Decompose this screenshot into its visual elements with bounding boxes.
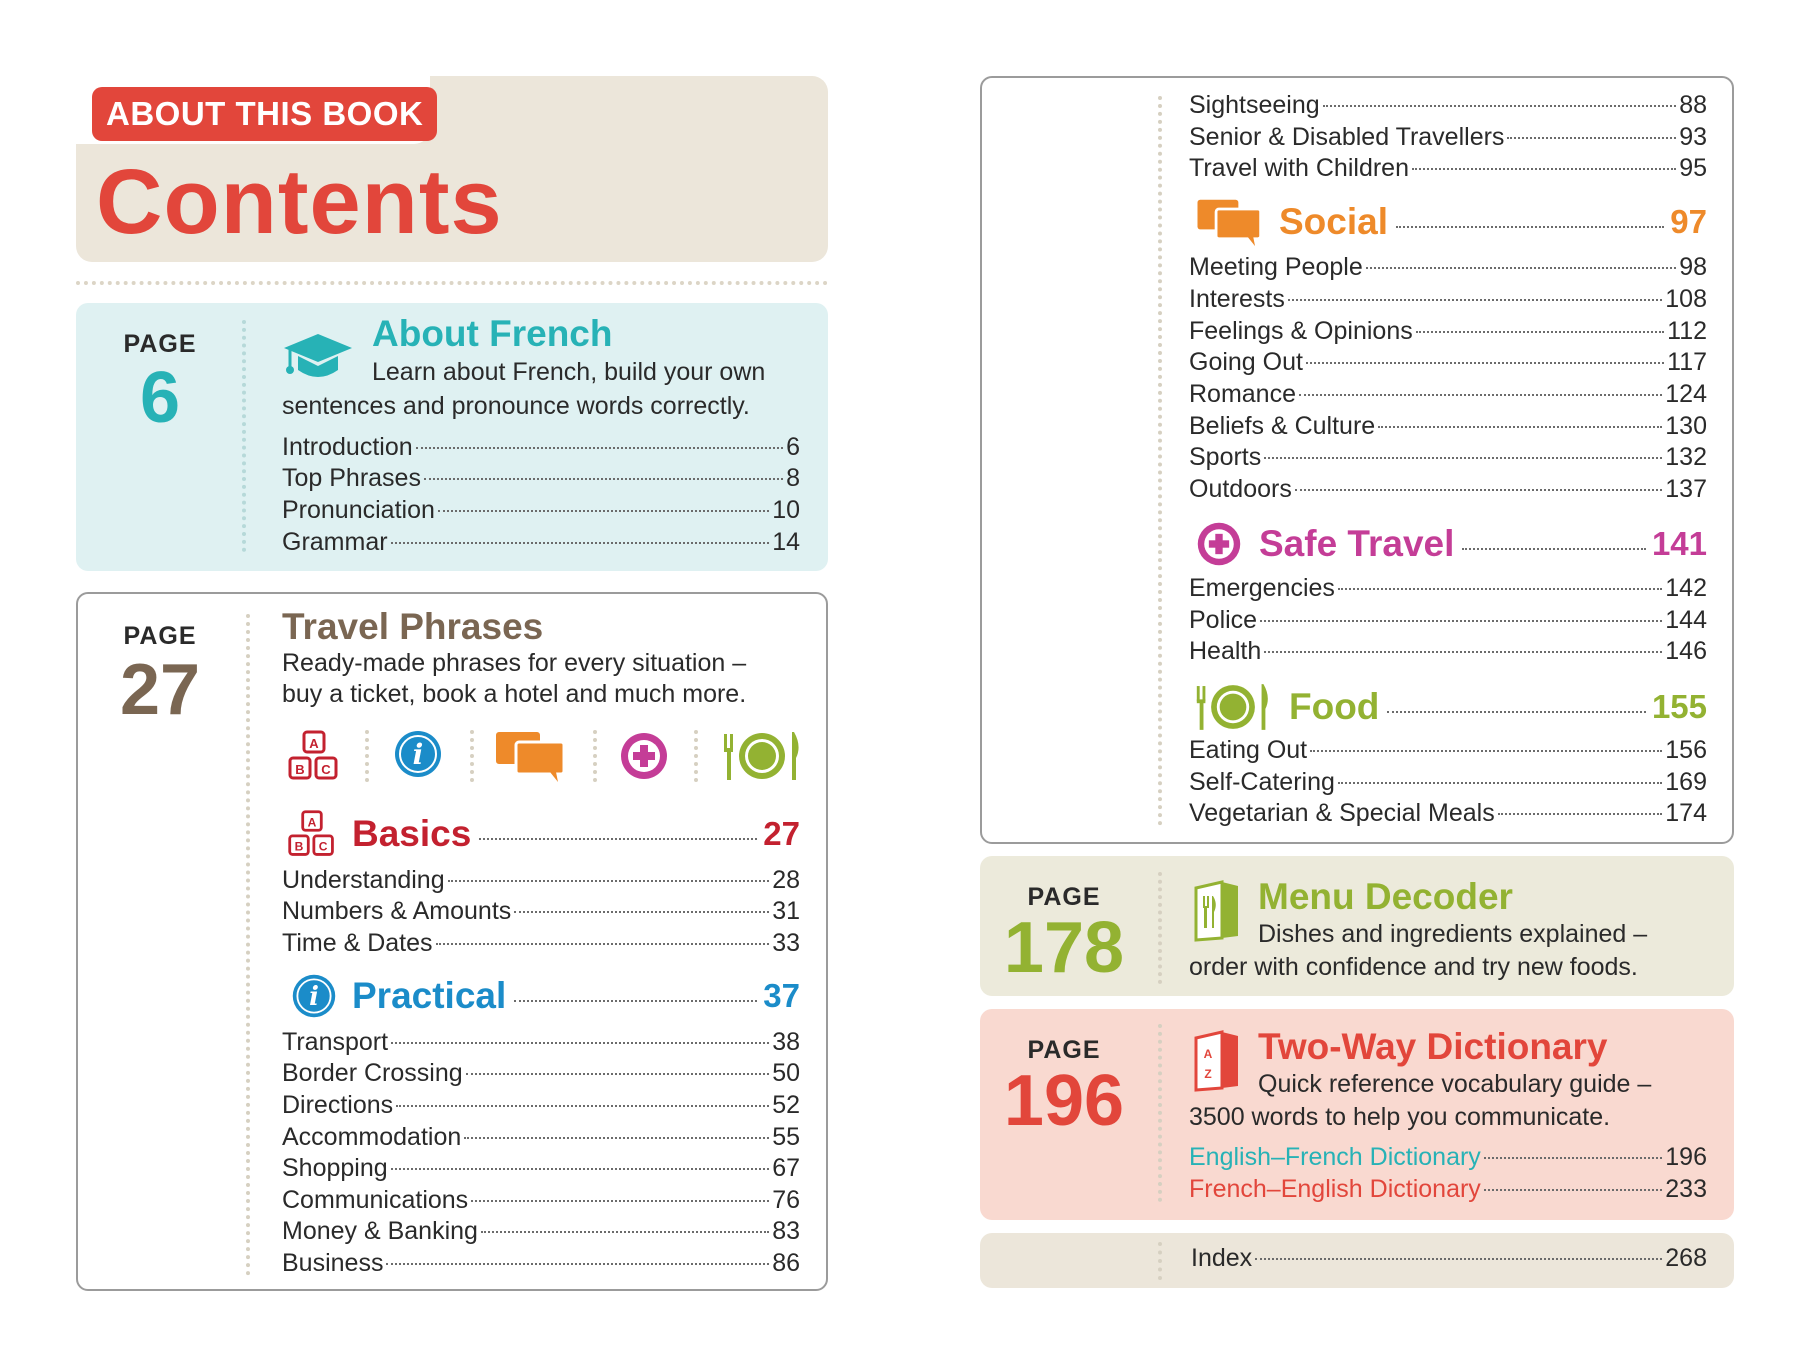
menu-decoder-desc-2: order with confidence and try new foods. xyxy=(1189,953,1638,981)
leader-dots xyxy=(416,447,783,449)
leader-dots xyxy=(514,1000,757,1002)
leader-dots xyxy=(1338,782,1662,784)
toc-label: Introduction xyxy=(282,433,413,461)
toc-label: Grammar xyxy=(282,528,388,556)
toc-page: 124 xyxy=(1665,380,1707,408)
leader-dots xyxy=(1484,1189,1662,1191)
toc-label: Police xyxy=(1189,606,1258,634)
page-number: 6 xyxy=(139,358,181,438)
toc-label: Emergencies xyxy=(1189,574,1335,602)
toc-entry[interactable] xyxy=(282,495,800,526)
toc-label: Sightseeing xyxy=(1189,91,1320,119)
dictionary-desc-1: Quick reference vocabulary guide – xyxy=(1258,1070,1652,1098)
toc-entry[interactable] xyxy=(282,896,800,927)
leader-dots xyxy=(1378,426,1662,428)
toc-label: Sports xyxy=(1189,443,1262,471)
toc-entry[interactable] xyxy=(1189,735,1707,766)
page-title: Contents xyxy=(96,151,503,253)
toc-label: Vegetarian & Special Meals xyxy=(1189,799,1495,827)
toc-label: Senior & Disabled Travellers xyxy=(1189,123,1505,151)
leader-dots xyxy=(479,838,757,840)
toc-entry[interactable] xyxy=(1189,252,1707,283)
toc-entry[interactable] xyxy=(282,865,800,896)
svg-text:B: B xyxy=(295,762,305,777)
dictionary-title: Two-Way Dictionary xyxy=(1258,1026,1608,1067)
icon-separator xyxy=(593,730,597,782)
toc-page: 156 xyxy=(1665,736,1707,764)
toc-page: 137 xyxy=(1665,475,1707,503)
toc-entry[interactable] xyxy=(1189,90,1707,121)
toc-label: Border Crossing xyxy=(282,1059,463,1087)
toc-entry[interactable] xyxy=(1189,767,1707,798)
practical-heading[interactable] xyxy=(290,972,800,1020)
leader-dots xyxy=(1264,651,1662,653)
toc-page: 144 xyxy=(1665,606,1707,634)
toc-page: 95 xyxy=(1679,154,1707,182)
leader-dots xyxy=(391,1042,769,1044)
leader-dots xyxy=(391,1168,770,1170)
toc-page: 174 xyxy=(1665,799,1707,827)
travel-phrases-title: Travel Phrases xyxy=(282,606,544,647)
toc-page: 83 xyxy=(772,1217,800,1245)
toc-page: 93 xyxy=(1679,123,1707,151)
toc-label: English–French Dictionary xyxy=(1189,1143,1481,1171)
leader-dots xyxy=(514,911,769,913)
toc-page: 33 xyxy=(772,929,800,957)
toc-entry[interactable] xyxy=(1189,153,1707,184)
menu-decoder-title: Menu Decoder xyxy=(1258,876,1513,917)
leader-dots xyxy=(481,1231,769,1233)
abc-blocks-icon xyxy=(286,728,342,784)
toc-label: Understanding xyxy=(282,866,445,894)
toc-label: French–English Dictionary xyxy=(1189,1175,1481,1203)
speech-bubbles-icon xyxy=(494,728,568,784)
svg-text:C: C xyxy=(321,762,331,777)
menu-decoder-desc-1: Dishes and ingredients explained – xyxy=(1258,920,1648,948)
toc-page: 28 xyxy=(772,866,800,894)
toc-entry[interactable] xyxy=(1189,605,1707,636)
toc-page: 10 xyxy=(772,496,800,524)
leader-dots xyxy=(438,510,769,512)
leader-dots xyxy=(436,943,770,945)
safe-travel-heading[interactable] xyxy=(1195,520,1707,568)
basics-heading[interactable] xyxy=(286,808,800,860)
toc-page: 132 xyxy=(1665,443,1707,471)
graduation-cap-icon xyxy=(282,330,354,384)
toc-entry[interactable] xyxy=(282,432,800,463)
dotted-divider xyxy=(1158,96,1162,826)
toc-label: Travel with Children xyxy=(1189,154,1409,182)
leader-dots xyxy=(464,1137,769,1139)
about-this-book-tag: ABOUT THIS BOOK xyxy=(92,87,437,141)
toc-page: 67 xyxy=(772,1154,800,1182)
leader-dots xyxy=(1310,750,1662,752)
food-page: 155 xyxy=(1651,688,1707,725)
toc-page: 76 xyxy=(772,1186,800,1214)
toc-entry[interactable] xyxy=(282,1248,800,1279)
toc-label: Eating Out xyxy=(1189,736,1308,764)
toc-page: 38 xyxy=(772,1028,800,1056)
leader-dots xyxy=(1323,105,1677,107)
dotted-divider xyxy=(1158,872,1162,984)
toc-label: Meeting People xyxy=(1189,253,1363,281)
toc-page: 50 xyxy=(772,1059,800,1087)
page-label: PAGE xyxy=(1027,883,1101,911)
toc-label: Top Phrases xyxy=(282,464,421,492)
icon-separator xyxy=(470,730,474,782)
toc-label: Romance xyxy=(1189,380,1296,408)
toc-page: 268 xyxy=(1665,1244,1707,1272)
toc-page: 31 xyxy=(772,897,800,925)
leader-dots xyxy=(1366,267,1676,269)
leader-dots xyxy=(1255,1258,1662,1260)
menu-book-icon xyxy=(1192,878,1242,942)
social-page: 97 xyxy=(1670,203,1707,240)
toc-entry[interactable] xyxy=(1189,284,1707,315)
practical-page: 37 xyxy=(763,977,800,1014)
leader-dots xyxy=(1412,168,1676,170)
index-entry[interactable] xyxy=(1191,1243,1707,1274)
basics-page: 27 xyxy=(763,815,800,852)
plate-cutlery-icon xyxy=(720,728,804,784)
dictionary-desc-2: 3500 words to help you communicate. xyxy=(1189,1103,1611,1131)
toc-entry[interactable] xyxy=(282,463,800,494)
page-number: 196 xyxy=(1003,1061,1125,1141)
food-heading[interactable] xyxy=(1193,680,1707,734)
svg-text:A: A xyxy=(309,736,319,751)
toc-entry[interactable] xyxy=(1189,474,1707,505)
toc-page: 52 xyxy=(772,1091,800,1119)
dotted-divider xyxy=(1158,1024,1162,1202)
leader-dots xyxy=(391,542,770,544)
toc-entry[interactable] xyxy=(1189,573,1707,604)
toc-entry[interactable] xyxy=(1189,1142,1707,1173)
leader-dots xyxy=(1507,137,1676,139)
toc-page: 55 xyxy=(772,1123,800,1151)
dictionary-book-icon xyxy=(1192,1028,1242,1092)
toc-label: Going Out xyxy=(1189,348,1303,376)
toc-page: 117 xyxy=(1667,348,1707,376)
toc-label: Self-Catering xyxy=(1189,768,1335,796)
toc-label: Communications xyxy=(282,1186,469,1214)
toc-page: 112 xyxy=(1667,317,1707,345)
toc-entry[interactable] xyxy=(1189,379,1707,410)
about-french-desc-1: Learn about French, build your own xyxy=(372,358,766,386)
travel-phrases-desc-2: buy a ticket, book a hotel and much more. xyxy=(282,680,747,708)
about-french-title: About French xyxy=(372,313,613,354)
page-label: PAGE xyxy=(123,622,197,650)
toc-entry[interactable] xyxy=(282,1185,800,1216)
toc-label: Directions xyxy=(282,1091,394,1119)
info-icon xyxy=(392,728,444,780)
leader-dots xyxy=(1260,620,1662,622)
icon-separator xyxy=(694,730,698,782)
toc-label: Index xyxy=(1191,1244,1253,1272)
social-title: Social xyxy=(1279,201,1388,242)
toc-page: 146 xyxy=(1665,637,1707,665)
toc-entry[interactable] xyxy=(282,928,800,959)
abc-blocks-icon xyxy=(286,808,338,860)
dotted-divider xyxy=(1158,1242,1162,1280)
medical-cross-icon xyxy=(618,730,670,782)
toc-label: Health xyxy=(1189,637,1262,665)
leader-dots xyxy=(1299,394,1662,396)
toc-label: Interests xyxy=(1189,285,1285,313)
svg-text:i: i xyxy=(309,982,319,1013)
page-number: 27 xyxy=(119,650,201,730)
leader-dots xyxy=(396,1105,769,1107)
toc-page: 88 xyxy=(1679,91,1707,119)
toc-entry[interactable] xyxy=(1189,347,1707,378)
svg-text:A: A xyxy=(307,815,317,830)
leader-dots xyxy=(1387,711,1646,713)
about-french-desc-2: sentences and pronounce words correctly. xyxy=(282,392,750,420)
toc-entry[interactable] xyxy=(1189,1174,1707,1205)
svg-text:B: B xyxy=(294,839,304,854)
leader-dots xyxy=(1306,362,1664,364)
toc-label: Numbers & Amounts xyxy=(282,897,512,925)
toc-entry[interactable] xyxy=(282,1216,800,1247)
toc-page: 108 xyxy=(1665,285,1707,313)
toc-page: 233 xyxy=(1665,1175,1707,1203)
toc-page: 14 xyxy=(772,528,800,556)
basics-title: Basics xyxy=(352,813,472,854)
leader-dots xyxy=(1416,331,1664,333)
toc-page: 196 xyxy=(1665,1143,1707,1171)
toc-label: Shopping xyxy=(282,1154,388,1182)
speech-bubbles-icon xyxy=(1195,196,1265,248)
toc-label: Outdoors xyxy=(1189,475,1292,503)
toc-label: Accommodation xyxy=(282,1123,462,1151)
leader-dots xyxy=(1288,299,1662,301)
leader-dots xyxy=(1338,588,1662,590)
page-number: 178 xyxy=(1003,908,1125,988)
toc-label: Beliefs & Culture xyxy=(1189,412,1376,440)
leader-dots xyxy=(466,1073,770,1075)
leader-dots xyxy=(1295,489,1662,491)
toc-label: Pronunciation xyxy=(282,496,435,524)
safe-travel-page: 141 xyxy=(1651,525,1707,562)
toc-label: Time & Dates xyxy=(282,929,433,957)
toc-entry[interactable] xyxy=(1189,316,1707,347)
toc-entry[interactable] xyxy=(282,1153,800,1184)
leader-dots xyxy=(424,478,783,480)
practical-title: Practical xyxy=(352,975,507,1016)
toc-entry[interactable] xyxy=(282,1058,800,1089)
food-title: Food xyxy=(1289,686,1380,727)
dotted-divider xyxy=(246,614,250,1276)
svg-text:C: C xyxy=(318,839,328,854)
leader-dots xyxy=(1498,813,1663,815)
page-label: PAGE xyxy=(123,330,197,358)
toc-label: Money & Banking xyxy=(282,1217,478,1245)
toc-entry[interactable] xyxy=(282,1027,800,1058)
toc-page: 142 xyxy=(1665,574,1707,602)
toc-entry[interactable] xyxy=(1189,798,1707,829)
leader-dots xyxy=(471,1200,769,1202)
info-icon xyxy=(290,972,338,1020)
toc-page: 8 xyxy=(786,464,800,492)
toc-page: 86 xyxy=(772,1249,800,1277)
toc-label: Feelings & Opinions xyxy=(1189,317,1413,345)
toc-entry[interactable] xyxy=(282,527,800,558)
leader-dots xyxy=(1264,457,1662,459)
toc-label: Transport xyxy=(282,1028,389,1056)
dotted-divider xyxy=(242,320,246,552)
toc-entry[interactable] xyxy=(1189,442,1707,473)
leader-dots xyxy=(1462,548,1646,550)
toc-page: 130 xyxy=(1665,412,1707,440)
toc-entry[interactable] xyxy=(282,1122,800,1153)
toc-page: 169 xyxy=(1665,768,1707,796)
svg-text:Z: Z xyxy=(1204,1067,1212,1081)
toc-entry[interactable] xyxy=(282,1090,800,1121)
social-heading[interactable] xyxy=(1195,196,1707,248)
page-label: PAGE xyxy=(1027,1036,1101,1064)
leader-dots xyxy=(1484,1157,1662,1159)
leader-dots xyxy=(448,880,770,882)
toc-page: 98 xyxy=(1679,253,1707,281)
toc-page: 6 xyxy=(786,433,800,461)
toc-label: Business xyxy=(282,1249,384,1277)
toc-entry[interactable] xyxy=(1189,636,1707,667)
leader-dots xyxy=(386,1263,769,1265)
divider xyxy=(76,281,828,285)
travel-phrases-desc-1: Ready-made phrases for every situation – xyxy=(282,649,747,677)
toc-entry[interactable] xyxy=(1189,122,1707,153)
safe-travel-title: Safe Travel xyxy=(1259,523,1455,564)
toc-entry[interactable] xyxy=(1189,411,1707,442)
svg-text:i: i xyxy=(412,738,424,771)
leader-dots xyxy=(1396,226,1664,228)
svg-text:A: A xyxy=(1203,1047,1213,1061)
medical-cross-icon xyxy=(1195,520,1243,568)
icon-separator xyxy=(365,730,369,782)
plate-cutlery-icon xyxy=(1193,680,1273,734)
